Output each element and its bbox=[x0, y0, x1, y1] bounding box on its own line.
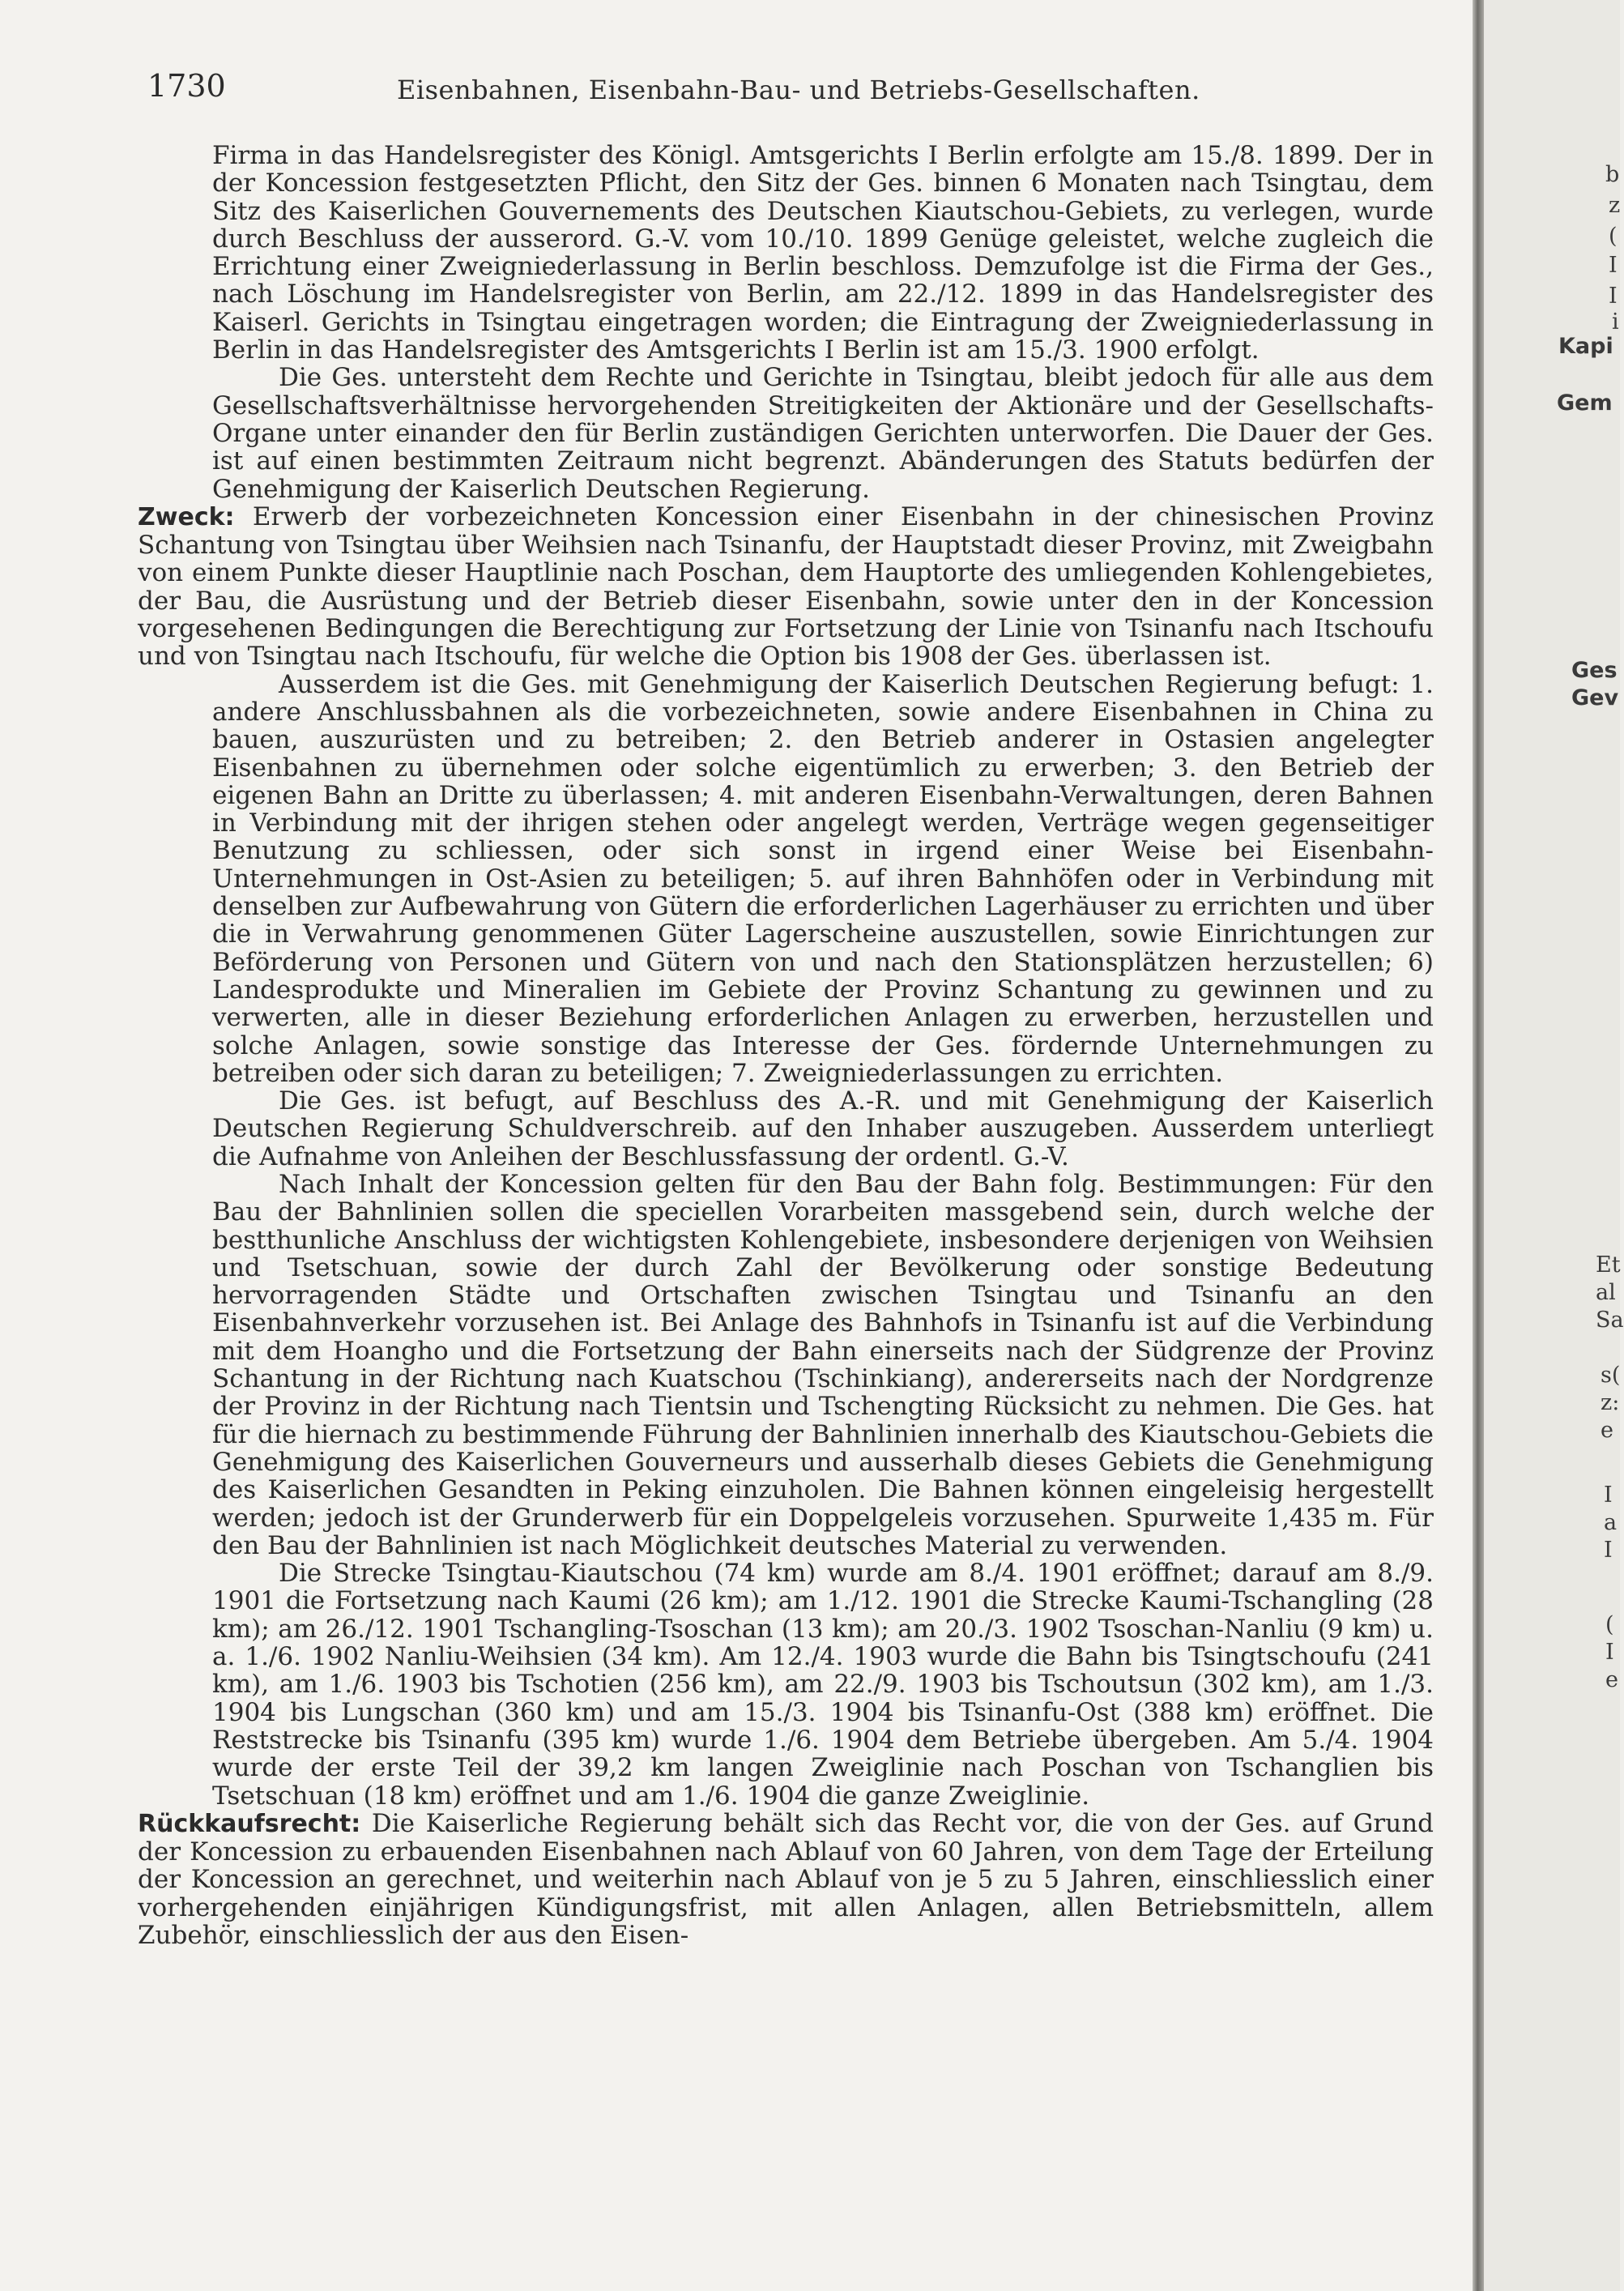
adjacent-page-fragment: I bbox=[1604, 1538, 1613, 1563]
paragraph-bonds: Die Ges. ist befugt, auf Beschluss des A.-R. und mit Genehmigung der Kaiserlich Deutschen Regierung Schuldverschreib. auf den Inhaber auszugeben. Ausserdem unterliegt die Aufnahme von Anleihen der Beschlussfassung der ordentl. G.-V. bbox=[212, 1086, 1434, 1171]
section-text-zweck: Erwerb der vorbezeichneten Koncession einer Eisenbahn in der chinesischen Provinz Schantung von Tsingtau über Weihsien nach Tsinanfu, der Hauptstadt dieser Provinz, mit Zweigbahn von einem Punkte dieser Hauptlinie nach Poschan, dem Hauptorte des umliegenden Kohlengebietes, der Bau, die Ausrüstung und der Betrieb dieser Eisenbahn, sowie unter den in der Koncession vorgesehenen Bedingungen die Berechtigung zur Fortsetzung der Linie von Tsinanfu nach Itschoufu und von Tsingtau nach Itschoufu, für welche die Option bis 1908 der Ges. überlassen ist. bbox=[138, 501, 1434, 672]
section-rueckkaufsrecht bbox=[138, 1810, 1434, 1949]
paragraph-jurisdiction: Die Ges. untersteht dem Rechte und Gerichte in Tsingtau, bleibt jedoch für alle aus dem Gesellschaftsverhältnisse hervorgehenden Streitigkeiten der Aktionäre und der Gesellschafts-Organe unter einander den für Berlin zuständigen Gerichten unterworfen. Die Dauer der Ges. ist auf einen bestimmten Zeitraum nicht begrenzt. Abänderungen des Statuts bedürfen der Genehmigung der Kaiserlich Deutschen Regierung. bbox=[212, 363, 1434, 504]
paragraph-registration: Firma in das Handelsregister des Königl. Amtsgerichts I Berlin erfolgte am 15./8. 1899. Der in der Koncession festgesetzten Pflicht, den Sitz der Ges. binnen 6 Monaten nach Tsingtau, dem Sitz des Kaiserlichen Gouvernements des Deutschen Kiautschou-Gebiets, zu verlegen, wurde durch Beschluss der ausserord. G.-V. vom 10./10. 1899 Genüge geleistet, welche zugleich die Errichtung einer Zweigniederlassung in Berlin beschloss. Demzufolge ist die Firma der Ges., nach Löschung im Handelsregister von Berlin, am 22./12. 1899 in das Handelsregister des Kaiserl. Gerichts in Tsingtau eingetragen worden; die Eintragung der Zweigniederlassung in Berlin in das Handelsregister des Amtsgerichts I Berlin ist am 15./3. 1900 erfolgt. bbox=[212, 141, 1434, 365]
adjacent-page-fragment: Ges bbox=[1571, 658, 1618, 683]
adjacent-page-fragment: b bbox=[1605, 162, 1620, 187]
adjacent-page-fragment: i bbox=[1612, 309, 1619, 335]
adjacent-page-fragment: z bbox=[1609, 193, 1621, 218]
adjacent-page-fragment: z: bbox=[1601, 1390, 1620, 1415]
adjacent-page-fragment: e bbox=[1605, 1667, 1618, 1692]
adjacent-page-fragment: al bbox=[1596, 1280, 1616, 1305]
book-gutter bbox=[1473, 0, 1484, 2291]
adjacent-page-fragment: Gev bbox=[1571, 685, 1619, 710]
section-text-rueckkaufsrecht: Die Kaiserliche Regierung behält sich das Recht vor, die von der Ges. auf Grund der Koncession zu erbauenden Eisenbahnen nach Ablauf von 60 Jahren, von dem Tage der Erteilung der Koncession an gerechnet, und weiterhin nach Ablauf von je 5 zu 5 Jahren, einschliesslich einer vorhergehenden einjährigen Kündigungsfrist, mit allen Anlagen, allen Betriebsmitteln, allem Zubehör, einschliesslich der aus den Eisen- bbox=[138, 1808, 1434, 1950]
adjacent-page-fragment: Kapi bbox=[1558, 334, 1613, 359]
paragraph-authorizations: Ausserdem ist die Ges. mit Genehmigung der Kaiserlich Deutschen Regierung befugt: 1. andere Anschlussbahnen als die vorbezeichneten, sowie andere Eisenbahnen in China zu bauen, auszurüsten und zu betreiben; 2. den Betrieb anderer in Ostasien angelegter Eisenbahnen zu übernehmen oder solche eigentümlich zu erwerben; 3. den Betrieb der eigenen Bahn an Dritte zu überlassen; 4. mit anderen Eisenbahn-Verwaltungen, deren Bahnen in Verbindung mit der ihrigen stehen oder angelegt werden, Verträge wegen gegenseitiger Benutzung zu schliessen, oder sich sonst in irgend einer Weise bei Eisenbahn-Unternehmungen in Ost-Asien zu beteiligen; 5. auf ihren Bahnhöfen oder in Verbindung mit denselben zur Aufbewahrung von Gütern die erforderlichen Lagerhäuser zu errichten und über die in Verwahrung genommenen Güter Lagerscheine auszustellen, sowie Einrichtungen zur Beförderung von Personen und Gütern von und nach den Stationsplätzen herzustellen; 6) Landesprodukte und Mineralien im Gebiete der Provinz Schantung zu gewinnen und zu verwerten, alle in dieser Beziehung erforderlichen Anlagen zu erwerben, herzustellen und solche Anlagen, sowie sonstige das Interesse der Ges. fördernde Unternehmungen zu betreiben oder sich daran zu beteiligen; 7. Zweigniederlassungen zu errichten. bbox=[212, 669, 1434, 1088]
paragraph-openings: Die Strecke Tsingtau-Kiautschou (74 km) wurde am 8./4. 1901 eröffnet; darauf am 8./9. 1901 die Fortsetzung nach Kaumi (26 km); am 1./12. 1901 die Strecke Kaumi-Tschangling (28 km); am 26./12. 1901 Tschangling-Tsoschan (13 km); am 20./3. 1902 Tsoschan-Nanliu (9 km) u. a. 1./6. 1902 Nanliu-Weihsien (34 km). Am 12./4. 1903 wurde die Bahn bis Tsingtschoufu (241 km), am 1./6. 1903 bis Tschotien (256 km), am 22./9. 1903 bis Tschoutsun (302 km), am 1./3. 1904 bis Lungschan (360 km) und am 15./3. 1904 bis Tsinanfu-Ost (388 km) eröffnet. Die Reststrecke bis Tsinanfu (395 km) wurde 1./6. 1904 dem Betriebe übergeben. Am 5./4. 1904 wurde der erste Teil der 39,2 km langen Zweiglinie nach Poschan von Tschanglien bis Tsetschuan (18 km) eröffnet und am 1./6. 1904 die ganze Zweiglinie. bbox=[212, 1559, 1434, 1811]
adjacent-page-fragment: s( bbox=[1601, 1363, 1621, 1388]
adjacent-page-fragment: Gem bbox=[1557, 390, 1613, 416]
section-zweck bbox=[138, 503, 1434, 671]
adjacent-page bbox=[1484, 0, 1624, 2291]
adjacent-page-fragment: I bbox=[1609, 253, 1618, 278]
section-label-zweck: Zweck: bbox=[138, 502, 235, 531]
section-label-rueckkaufsrecht: Rückkaufsrecht: bbox=[138, 1809, 361, 1838]
body-text bbox=[138, 142, 1434, 1949]
adjacent-page-fragment: Sa bbox=[1596, 1308, 1624, 1333]
adjacent-page-fragment: Et bbox=[1596, 1252, 1621, 1278]
running-title: Eisenbahnen, Eisenbahn-Bau- und Betriebs-Gesellschaften. bbox=[397, 75, 1200, 105]
adjacent-page-fragment: I bbox=[1609, 284, 1618, 309]
adjacent-page-fragment: a bbox=[1604, 1510, 1618, 1535]
paragraph-construction: Nach Inhalt der Koncession gelten für den Bau der Bahn folg. Bestimmungen: Für den Bau der Bahnlinien sollen die speciellen Vorarbeiten massgebend sein, durch welche der bestthunliche Anschluss der wichtigsten Kohlengebiete, insbesondere derjenigen von Weihsien und Tsetschuan, sowie der durch Zahl der Bevölkerung oder sonstige Bedeutung hervorragenden Städte und Ortschaften zwischen Tsingtau und Tsinanfu an den Eisenbahnverkehr vorzusehen ist. Bei Anlage des Bahnhofs in Tsinanfu ist auf die Verbindung mit dem Hoangho und die Fortsetzung der Bahn einerseits nach der Südgrenze der Provinz Schantung in der Richtung nach Kuatschou (Tschinkiang), andererseits nach der Nordgrenze der Provinz in der Richtung nach Tientsin und Tschengting Rücksicht zu nehmen. Die Ges. hat für die hiernach zu bestimmende Führung der Bahnlinien innerhalb des Kiautschou-Gebiets die Genehmigung des Kaiserlichen Gouverneurs und ausserhalb dieses Gebiets die Genehmigung des Kaiserlichen Gesandten in Peking einzuholen. Die Bahnen können eingeleisig hergestellt werden; jedoch ist der Grunderwerb für ein Doppelgeleis vorzusehen. Spurweite 1,435 m. Für den Bau der Bahnlinien ist nach Möglichkeit deutsches Material zu verwenden. bbox=[212, 1169, 1434, 1560]
adjacent-page-fragment: e bbox=[1601, 1418, 1613, 1443]
adjacent-page-fragment: I bbox=[1605, 1640, 1614, 1665]
adjacent-page-fragment: ( bbox=[1609, 224, 1618, 249]
page-number: 1730 bbox=[147, 68, 226, 104]
adjacent-page-fragment: I bbox=[1604, 1483, 1613, 1508]
adjacent-page-fragment: ( bbox=[1605, 1612, 1614, 1637]
